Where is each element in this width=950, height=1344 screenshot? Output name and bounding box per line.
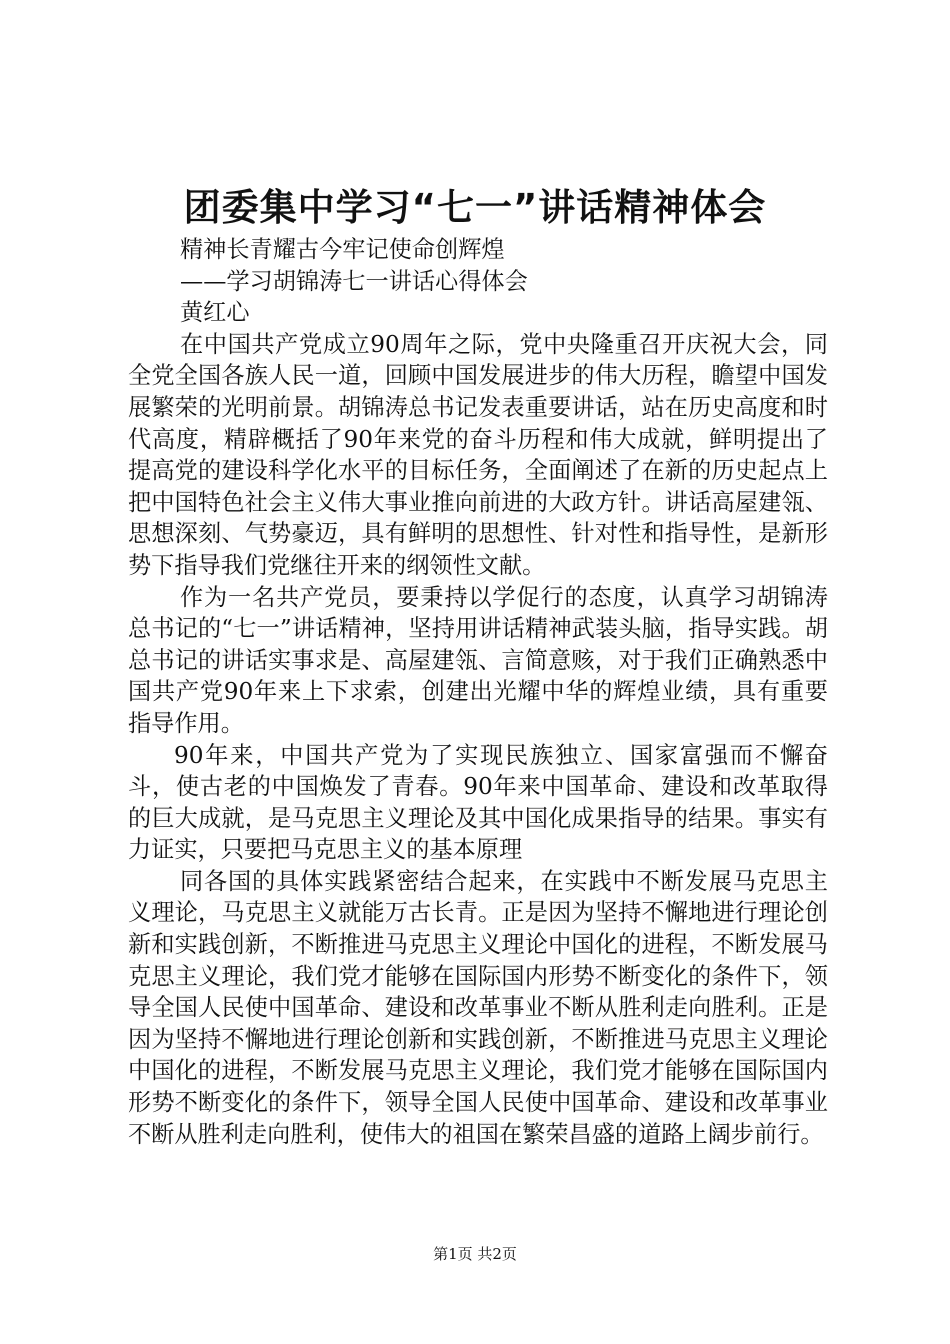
paragraph-1: 在中国共产党成立90周年之际，党中央隆重召开庆祝大会，同全党全国各族人民一道，回顾中国发展进步的伟大历程，瞻望中国发展繁荣的光明前景。胡锦涛总书记发表重要讲话，站在历史高度和时代高度，精辟概括了90年来党的奋斗历程和伟大成就，鲜明提出了提高党的建设科学化水平的目标任务，全面阐述了在新的历史起点上把中国特色社会主义伟大事业推向前进的大政方针。讲话高屋建瓴、思想深刻、气势豪迈，具有鲜明的思想性、针对性和指导性，是新形势下指导我们党继往开来的纲领性文献。 [128,330,828,579]
paragraph-3: 90年来，中国共产党为了实现民族独立、国家富强而不懈奋斗，使古老的中国焕发了青春。90年来中国革命、建设和改革取得的巨大成就，是马克思主义理论及其中国化成果指导的结果。事实有力证实，只要把马克思主义的基本原理 [128,741,828,864]
paragraph-2: 作为一名共产党员，要秉持以学促行的态度，认真学习胡锦涛总书记的“七一”讲话精神，坚持用讲话精神武装头脑，指导实践。胡总书记的讲话实事求是、高屋建瓴、言简意赅，对于我们正确熟悉中国共产党90年来上下求索，创建出光耀中华的辉煌业绩，具有重要指导作用。 [128,583,828,737]
subtitle-line-2: ——学习胡锦涛七一讲话心得体会 [180,267,528,295]
author-name: 黄红心 [180,299,250,327]
page-footer: 第1页 共2页 [433,1245,517,1263]
subtitle-line-1: 精神长青耀古今牢记使命创辉煌 [180,236,505,263]
paragraph-4: 同各国的具体实践紧密结合起来，在实践中不断发展马克思主义理论，马克思主义就能万古长青。正是因为坚持不懈地进行理论创新和实践创新，不断推进马克思主义理论中国化的进程，不断发展马克思主义理论，我们党才能够在国际国内形势不断变化的条件下，领导全国人民使中国革命、建设和改革事业不断从胜利走向胜利。正是因为坚持不懈地进行理论创新和实践创新，不断推进马克思主义理论中国化的进程，不断发展马克思主义理论，我们党才能够在国际国内形势不断变化的条件下，领导全国人民使中国革命、建设和改革事业不断从胜利走向胜利，使伟大的祖国在繁荣昌盛的道路上阔步前行。 [128,867,828,1148]
document-body [128,234,828,1150]
document-title: 团委集中学习“七一”讲话精神体会 [183,186,767,229]
